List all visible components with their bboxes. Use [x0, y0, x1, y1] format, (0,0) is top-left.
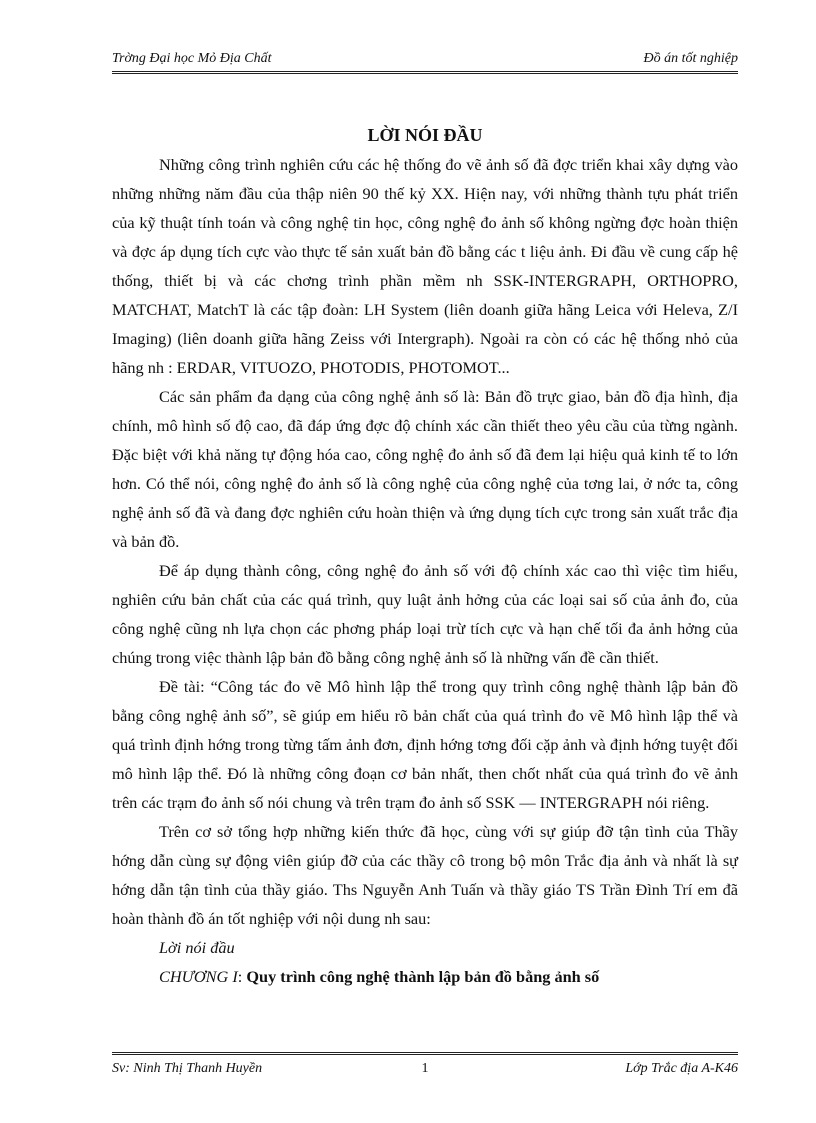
chapter-separator: : [237, 967, 247, 986]
page-number: 1 [421, 1061, 429, 1076]
paragraph-3: Để áp dụng thành công, công nghệ đo ảnh số với độ chính xác cao thì việc tìm hiểu, nghiên cứu bản chất của các quá trình, quy luật ảnh hởng của các loại sai số của ảnh đo, của công nghệ cũng nh lựa chọn các phơng pháp loại trừ tích cực và hạn chế tối đa ảnh hởng của chúng trong việc thành lập bản đồ bằng công nghệ ảnh số là những vấn đề cần thiết. [112, 561, 738, 667]
toc-intro: Lời nói đầu [159, 938, 235, 957]
paragraph-5: Trên cơ sở tổng hợp những kiến thức đã học, cùng với sự giúp đỡ tận tình của Thầy hớng dẫn cùng sự động viên giúp đỡ của các thầy cô trong bộ môn Trắc địa ảnh và nhất là sự hớng dẫn tận tình của thầy giáo. Ths Nguyễn Anh Tuấn và thầy giáo TS Trần Đình Trí em đã hoàn thành đồ án tốt nghiệp với nội dung nh sau: [112, 822, 738, 928]
paragraph-1: Những công trình nghiên cứu các hệ thống đo vẽ ảnh số đã đợc triển khai xây dựng vào những những năm đầu của thập niên 90 thế kỷ XX. Hiện nay, với những thành tựu phát triển của kỹ thuật tính toán và công nghệ tin học, công nghệ đo ảnh số không ngừng đợc hoàn thiện và đợc áp dụng tích cực vào thực tế sản xuất bản đồ bằng các t liệu ảnh. Đi đầu về cung cấp hệ thống, thiết bị và các chơng trình phần mềm nh SSK-INTERGRAPH, ORTHOPRO, MATCHAT, MatchT là các tập đoàn: LH System (liên doanh giữa hãng Leica với Heleva, Z/I Imaging) (liên doanh giữa hãng Zeiss với Intergraph). Ngoài ra còn có các hệ thống nhỏ của hãng nh : ERDAR, VITUOZO, PHOTODIS, PHOTOMOT... [112, 155, 738, 377]
header-school: Trờng Đại học Mỏ Địa Chất [112, 51, 272, 66]
footer-class: Lớp Trắc địa A-K46 [625, 1061, 738, 1076]
chapter-prefix: CHƯƠNG I [159, 967, 238, 986]
page-footer [112, 1052, 738, 1077]
paragraph-2: Các sản phẩm đa dạng của công nghệ ảnh số là: Bản đồ trực giao, bản đồ địa hình, địa chính, mô hình số độ cao, đã đáp ứng đợc độ chính xác cần thiết theo yêu cầu của từng ngành. Đặc biệt với khả năng tự động hóa cao, công nghệ đo ảnh số đã đem lại hiệu quả kinh tế to lớn hơn. Có thể nói, công nghệ đo ảnh số là công nghệ của công nghệ của tơng lai, ở nớc ta, công nghệ ảnh số đã và đang đợc nghiên cứu hoàn thiện và ứng dụng tích cực trong sản xuất trắc địa và bản đồ. [112, 387, 738, 551]
chapter-title: Quy trình công nghệ thành lập bản đồ bằng ảnh số [246, 967, 600, 986]
paragraph-4: Đề tài: “Công tác đo vẽ Mô hình lập thể trong quy trình công nghệ thành lập bản đồ bằng công nghệ ảnh số”, sẽ giúp em hiểu rõ bản chất của quá trình đo vẽ Mô hình lập thể và quá trình định hớng trong từng tấm ảnh đơn, định hớng tơng đối cặp ảnh và định hớng tuyệt đối mô hình lập thể. Đó là những công đoạn cơ bản nhất, then chốt nhất của quá trình đo vẽ ảnh trên các trạm đo ảnh số nói chung và trên trạm đo ảnh số SSK — INTERGRAPH nói riêng. [112, 677, 738, 812]
toc-chapter-1 [112, 962, 738, 991]
page-body [112, 124, 738, 991]
page-header [112, 46, 738, 74]
header-doc-type: Đồ án tốt nghiệp [643, 51, 738, 66]
footer-student: Sv: Ninh Thị Thanh Huyền [112, 1061, 263, 1076]
page-title: LỜI NÓI ĐẦU [367, 125, 483, 145]
